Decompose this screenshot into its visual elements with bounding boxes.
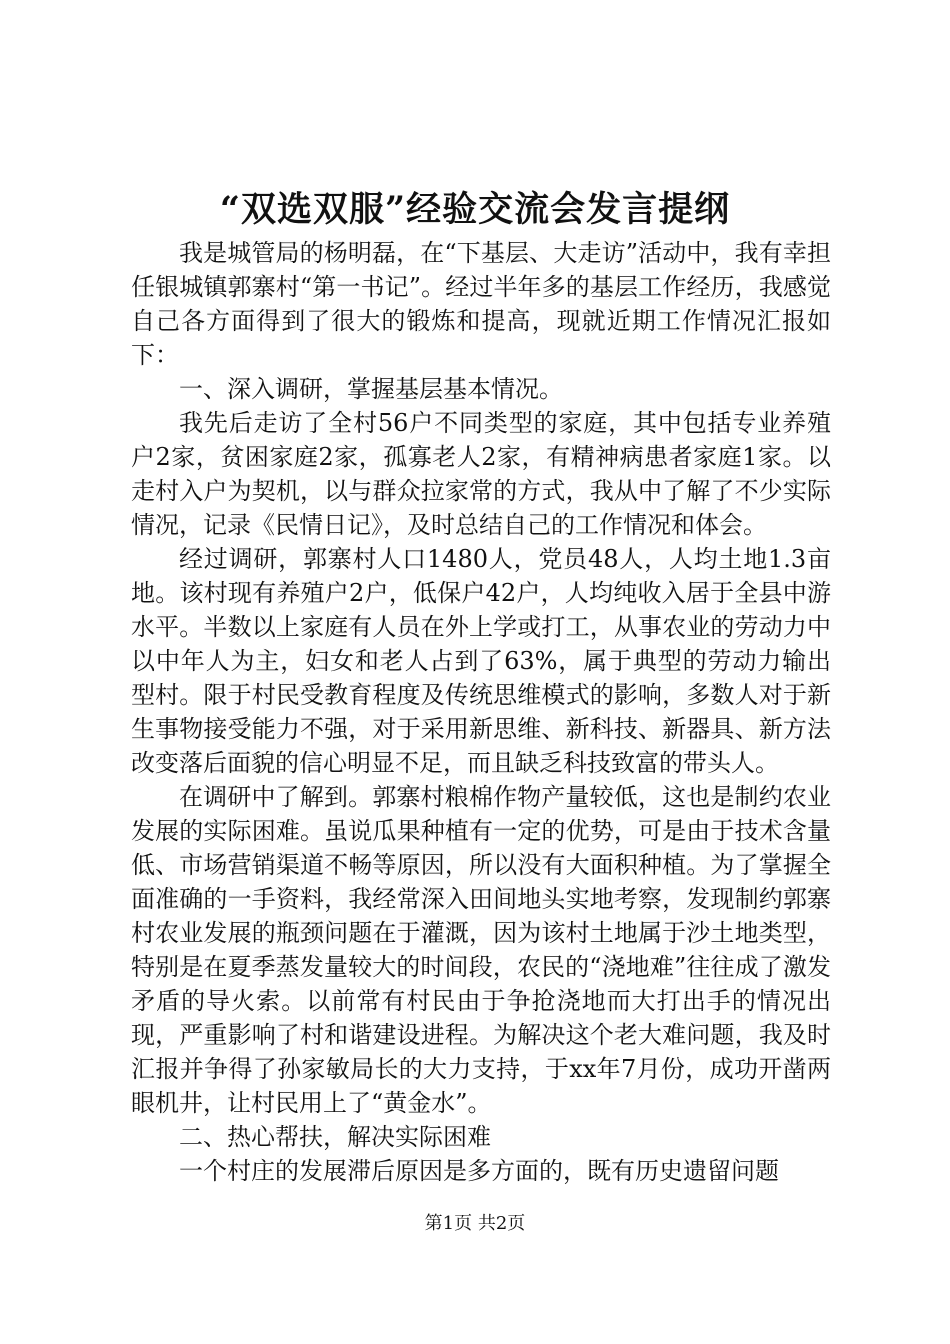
page-footer: 第1页 共2页 — [424, 1213, 526, 1234]
paragraph-development: 一个村庄的发展滞后原因是多方面的，既有历史遗留问题 — [179, 1157, 779, 1185]
document-body — [131, 236, 831, 1188]
paragraph-irrigation: 在调研中了解到。郭寨村粮棉作物产量较低，这也是制约农业发展的实际困难。虽说瓜果种植有一定的优势，可是由于技术含量低、市场营销渠道不畅等原因，所以没有大面积种植。为了掌握全面准确的一手资料，我经常深入田间地头实地考察，发现制约郭寨村农业发展的瓶颈问题在于灌溉，因为该村土地属于沙土地类型，特别是在夏季蒸发量较大的时间段，农民的“浇地难”往往成了激发矛盾的导火索。以前常有村民由于争抢浇地而大打出手的情况出现，严重影响了村和谐建设进程。为解决这个老大难问题，我及时汇报并争得了孙家敏局长的大力支持，于xx年7月份，成功开凿两眼机井，让村民用上了“黄金水”。 — [131, 783, 831, 1117]
section-heading-2: 二、热心帮扶，解决实际困难 — [179, 1123, 491, 1151]
section-heading-1: 一、深入调研，掌握基层基本情况。 — [179, 375, 563, 403]
paragraph-visits: 我先后走访了全村56户不同类型的家庭，其中包括专业养殖户2家，贫困家庭2家，孤寡老人2家，有精神病患者家庭1家。以走村入户为契机，以与群众拉家常的方式，我从中了解了不少实际情况，记录《民情日记》，及时总结自己的工作情况和体会。 — [131, 409, 831, 539]
document-title: “双选双服”经验交流会发言提纲 — [219, 189, 731, 230]
paragraph-intro: 我是城管局的杨明磊，在“下基层、大走访”活动中，我有幸担任银城镇郭寨村“第一书记”。经过半年多的基层工作经历，我感觉自己各方面得到了很大的锻炼和提高，现就近期工作情况汇报如下： — [131, 239, 831, 369]
paragraph-survey-results: 经过调研，郭寨村人口1480人，党员48人，人均土地1.3亩地。该村现有养殖户2户，低保户42户，人均纯收入居于全县中游水平。半数以上家庭有人员在外上学或打工，从事农业的劳动力中以中年人为主，妇女和老人占到了63%，属于典型的劳动力输出型村。限于村民受教育程度及传统思维模式的影响，多数人对于新生事物接受能力不强，对于采用新思维、新科技、新器具、新方法改变落后面貌的信心明显不足，而且缺乏科技致富的带头人。 — [131, 545, 831, 777]
